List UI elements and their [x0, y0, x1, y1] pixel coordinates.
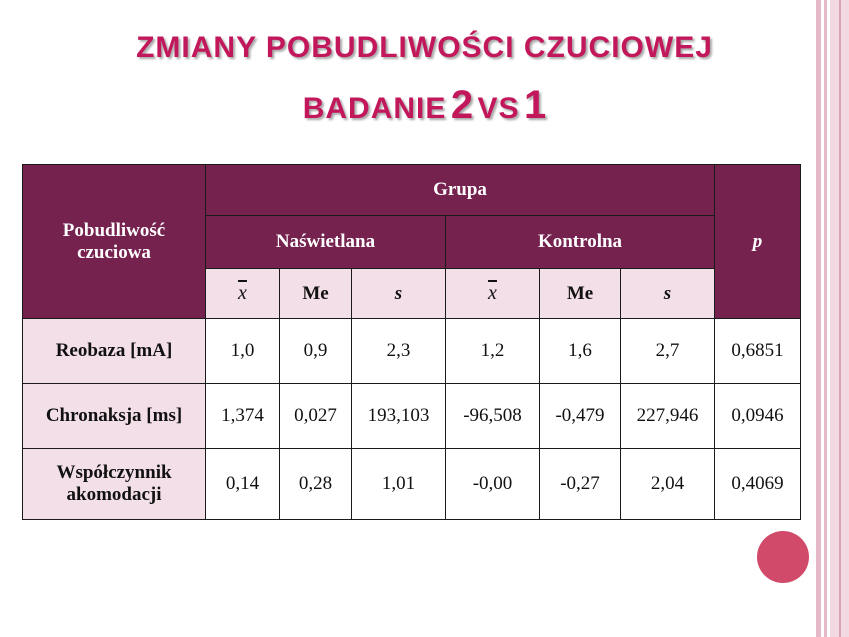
subheader-sd: s — [621, 269, 715, 319]
table-cell: 1,374 — [206, 384, 280, 449]
mean-symbol: $\overline{x}$ — [488, 282, 497, 304]
table-cell: 0,28 — [280, 449, 352, 520]
group-control-header: Kontrolna — [446, 216, 715, 269]
group-header: Grupa — [206, 165, 715, 216]
table-cell: 1,2 — [446, 319, 540, 384]
title-text-line-1: ZMIANY POBUDLIWOŚCI CZUCIOWEJ — [136, 31, 713, 64]
table-cell: 2,7 — [621, 319, 715, 384]
table-row — [23, 384, 801, 449]
title-word-vs: VS — [477, 92, 520, 125]
slide-title-line-1 — [0, 22, 849, 79]
table-cell: 227,946 — [621, 384, 715, 449]
decorative-circle — [757, 531, 809, 583]
mean-symbol: $\overline{x}$ — [238, 282, 247, 304]
table-cell: 193,103 — [352, 384, 446, 449]
table-cell: -0,00 — [446, 449, 540, 520]
subheader-sd: s — [352, 269, 446, 319]
row-label: Reobaza [mA] — [23, 319, 206, 384]
header-row-1 — [23, 165, 801, 216]
table-cell: 0,14 — [206, 449, 280, 520]
table-row — [23, 319, 801, 384]
row-label-text: Współczynnik akomodacji — [56, 462, 172, 505]
table-cell: 1,0 — [206, 319, 280, 384]
results-table — [22, 164, 801, 520]
row-label: Chronaksja [ms] — [23, 384, 206, 449]
table-cell: -0,27 — [540, 449, 621, 520]
row-label — [23, 449, 206, 520]
title-number-2: 2 — [450, 83, 474, 127]
corner-header — [23, 165, 206, 319]
title-number-1: 1 — [524, 83, 547, 127]
p-value-cell: 0,6851 — [715, 319, 801, 384]
table-cell: 0,027 — [280, 384, 352, 449]
table-cell: 2,04 — [621, 449, 715, 520]
group-irradiated-header: Naświetlana — [206, 216, 446, 269]
p-value-header: p — [715, 165, 801, 319]
p-value-cell: 0,4069 — [715, 449, 801, 520]
p-value-cell: 0,0946 — [715, 384, 801, 449]
table-cell: 0,9 — [280, 319, 352, 384]
slide-title — [0, 22, 849, 140]
subheader-mean — [446, 269, 540, 319]
table-cell: -0,479 — [540, 384, 621, 449]
corner-header-text: Pobudliwość czuciowa — [62, 219, 166, 263]
table-cell: 1,01 — [352, 449, 446, 520]
title-word-badanie: BADANIE — [302, 92, 447, 125]
slide-title-line-2 — [0, 79, 849, 140]
subheader-mean — [206, 269, 280, 319]
table-cell: 2,3 — [352, 319, 446, 384]
subheader-median: Me — [540, 269, 621, 319]
subheader-median: Me — [280, 269, 352, 319]
table-row — [23, 449, 801, 520]
table-cell: 1,6 — [540, 319, 621, 384]
table-cell: -96,508 — [446, 384, 540, 449]
